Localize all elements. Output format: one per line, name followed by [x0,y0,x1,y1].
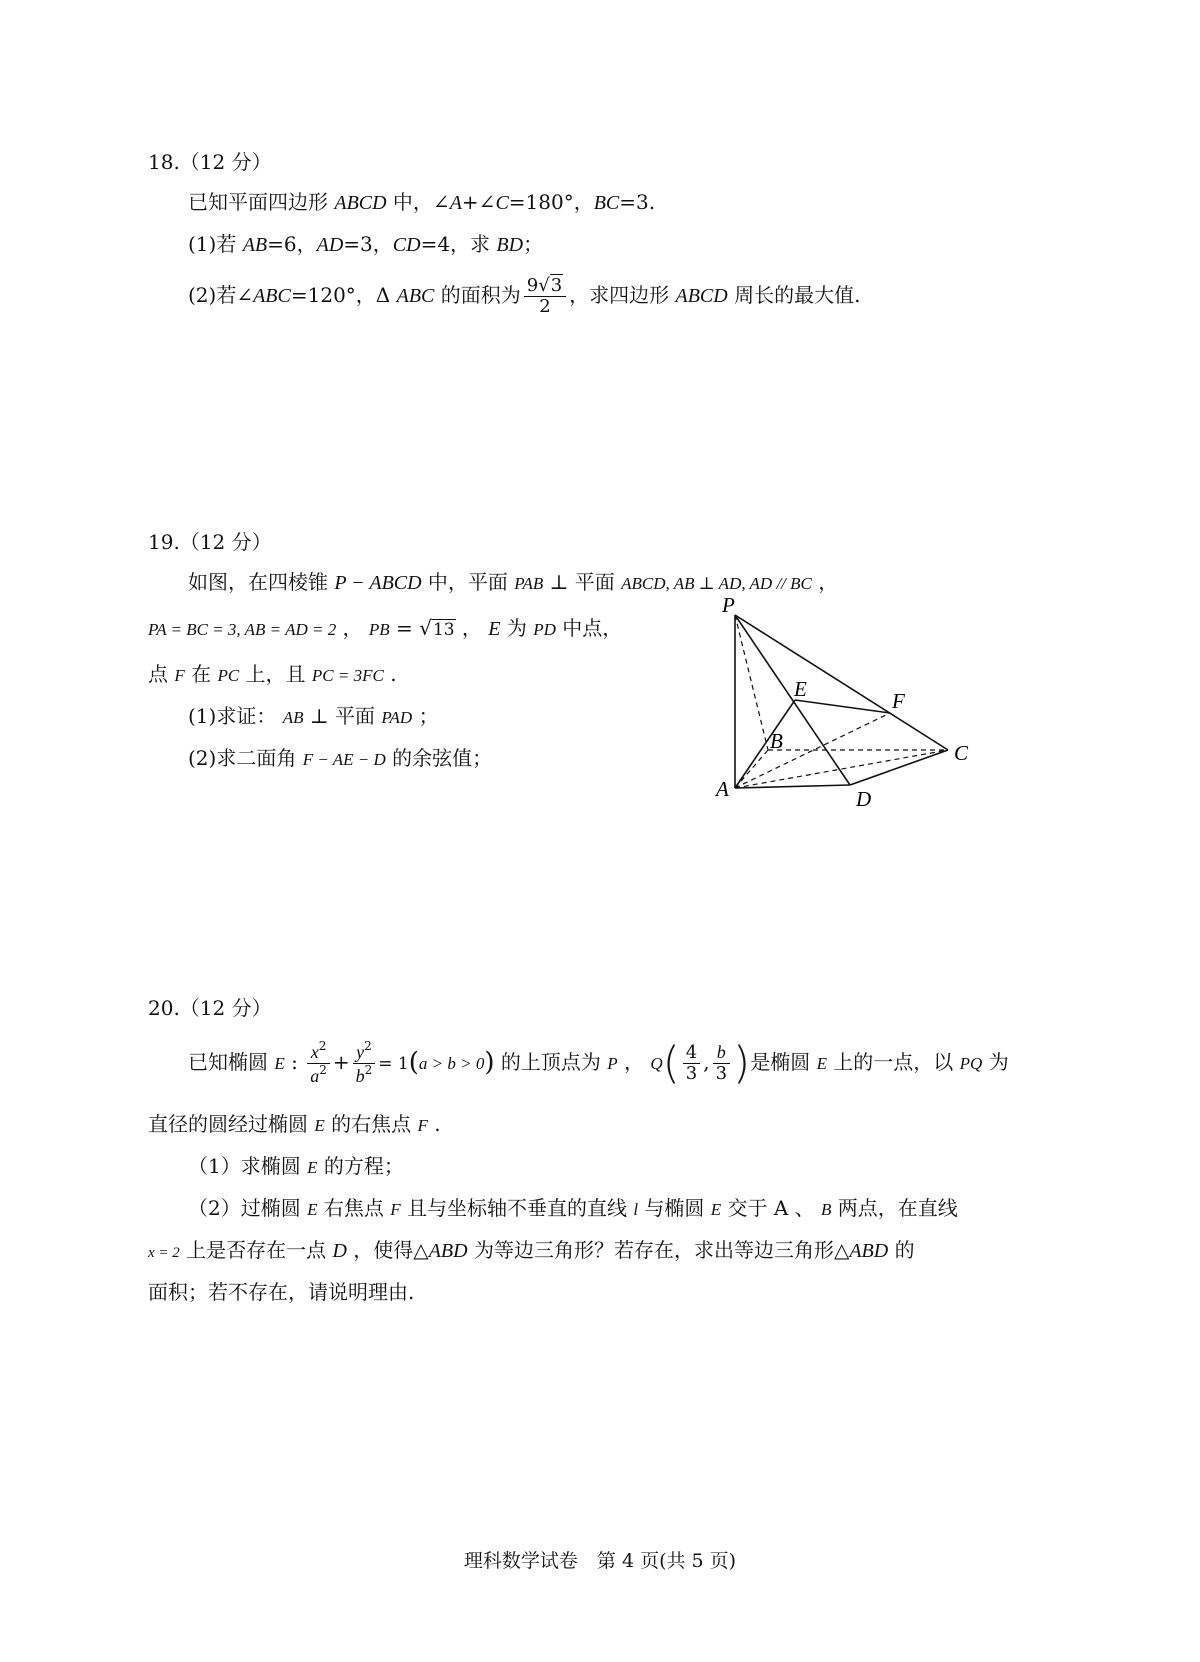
edge-PB [735,615,768,750]
q18-stem: 已知平面四边形 ABCD 中，∠A+∠C=180°，BC=3. [188,190,656,214]
edge-AE [735,700,795,788]
edge-DC [850,750,948,785]
q19-part2: (2)求二面角 F − AE − D 的余弦值； [188,746,493,770]
q20-part2-line3: 面积；若不存在，请说明理由. [148,1280,415,1304]
label-A: A [716,777,729,801]
edge-AC [735,750,948,788]
q18-part1: (1)若 AB=6，AD=3，CD=4，求 BD； [188,232,544,256]
q20-stem-line2: 直径的圆经过椭圆 E 的右焦点 F . [148,1112,441,1136]
area-fraction: $\frac{9√3}{2}$ [524,276,566,317]
q20-header: 20.（12 分） [148,996,272,1020]
q19-stem-line3: 点 F 在 PC 上，且 PC = 3FC . [148,662,397,686]
edge-EF [795,700,890,713]
label-B: B [770,729,783,753]
q18-part2: (2)若∠ABC=120°，Δ ABC 的面积为 $\frac{9√3}{2}$ ，求四边形 ABCD 周长的最大值. [188,275,861,317]
q20-part2-line1: （2）过椭圆 E 右焦点 F 且与坐标轴不垂直的直线 l 与椭圆 E 交于 A 、 B 两点，在直线 [188,1196,958,1220]
edge-AD [735,785,850,788]
edge-AB [735,750,768,788]
q19-header: 19.（12 分） [148,530,272,554]
label-F: F [892,689,905,713]
label-D: D [856,787,872,811]
pyramid-figure [700,590,1000,820]
q19-stem-line2: PA = BC = 3, AB = AD = 2 ， PB = √13 ， E 为 PD 中点， [148,616,623,640]
label-P: P [722,593,735,617]
label-E: E [794,677,807,701]
q19-part1: (1)求证： AB ⊥ 平面 PAD ； [188,704,439,728]
edge-AF [735,713,890,788]
page-footer: 理科数学试卷 第 4 页(共 5 页) [463,1550,737,1572]
label-C: C [954,741,969,765]
q19-stem-line1: 如图，在四棱锥 P − ABCD 中，平面 PAB ⊥ 平面 ABCD, AB ⊥ AD, AD // BC ， [188,570,839,594]
edge-PD [735,615,850,785]
edge-PC [735,615,948,750]
q20-part2-line2: x = 2 上是否存在一点 D ，使得△ABD 为等边三角形？若存在，求出等边三角形△ABD 的 [148,1238,915,1262]
q20-stem-line1: 已知椭圆 E : $\frac{x^2}{a^2}$ + $\frac{y^2}{b^2}$ = 1(a > b > 0) 的上顶点为 P ， Q( $\frac{4}{3}$ , $\frac{b}{3}$ )是椭圆 E 上的一点，以 PQ 为 [188,1037,1009,1089]
q18-header: 18.（12 分） [148,150,272,174]
q20-part1: （1）求椭圆 E 的方程； [188,1154,404,1178]
